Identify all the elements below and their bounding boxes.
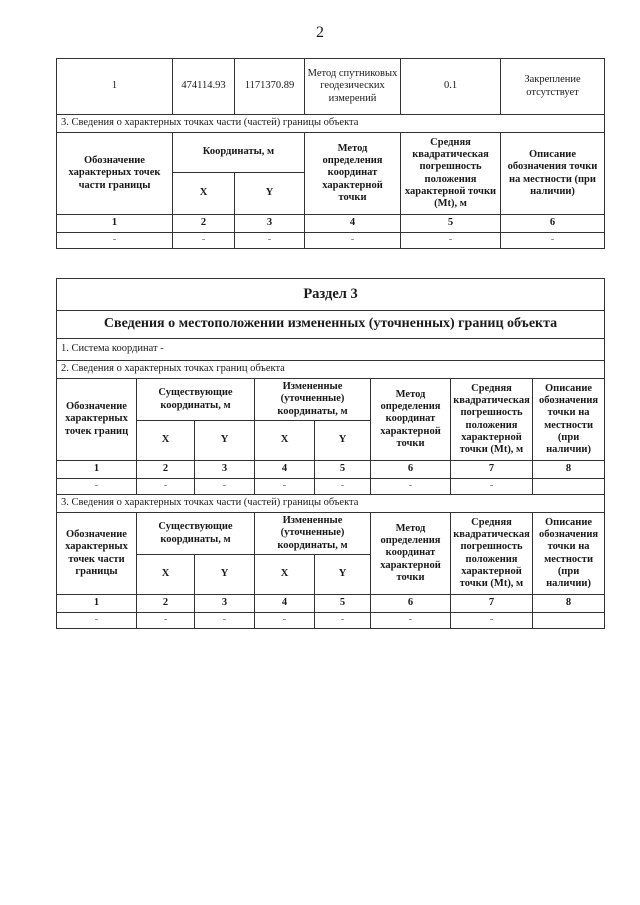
cell: 1 [57,215,173,233]
cell: - [315,613,371,629]
section3-table [56,278,605,629]
cell: Метод спутниковых геодезических измерений [305,59,401,115]
cell: - [137,479,195,495]
header-y: Y [315,421,371,461]
empty-row [57,613,605,629]
cell: - [501,233,605,249]
cell: 1171370.89 [235,59,305,115]
header-y: Y [235,173,305,215]
cell: 1 [57,595,137,613]
header-y: Y [195,421,255,461]
cell: 4 [305,215,401,233]
cell: 474114.93 [173,59,235,115]
cell: 7 [451,461,533,479]
header-existing-coords: Существующие координаты, м [137,379,255,421]
cell: 6 [371,595,451,613]
cell: 1 [57,59,173,115]
header-changed-coords: Измененные (уточненные) координаты, м [255,513,371,555]
table-row [57,59,605,115]
cell: 6 [501,215,605,233]
header-existing-coords: Существующие координаты, м [137,513,255,555]
cell: - [451,479,533,495]
cell: 8 [533,595,605,613]
part2-title: 2. Сведения о характерных точках границ объекта [57,361,605,379]
empty-row [57,479,605,495]
column-numbers-row [57,215,605,233]
page-number: 2 [316,24,324,41]
cell: Закрепление отсутствует [501,59,605,115]
header-error: Средняя квадратическая погрешность положения характерной точки (Mt), м [451,379,533,461]
header-x: X [255,421,315,461]
header-designation: Обозначение характерных точек границ [57,379,137,461]
cell [533,613,605,629]
cell: - [57,233,173,249]
cell: 5 [315,595,371,613]
section-subheading: Сведения о местоположении измененных (уточненных) границ объекта [57,311,605,339]
cell: - [195,613,255,629]
cell: 4 [255,595,315,613]
header-x: X [255,555,315,595]
points-table-continuation [56,58,605,249]
header-designation: Обозначение характерных точек части границы [57,133,173,215]
header-description: Описание обозначения точки на местности (при наличии) [533,379,605,461]
part3-title: 3. Сведения о характерных точках части (частей) границы объекта [57,495,605,513]
header-designation: Обозначение характерных точек части границы [57,513,137,595]
cell: - [57,613,137,629]
cell: - [137,613,195,629]
header-description: Описание обозначения точки на местности (при наличии) [501,133,605,215]
cell [533,479,605,495]
cell: 3 [195,595,255,613]
cell: - [255,613,315,629]
header-changed-coords: Измененные (уточненные) координаты, м [255,379,371,421]
header-y: Y [315,555,371,595]
cell: 5 [315,461,371,479]
cell: - [255,479,315,495]
cell: 1 [57,461,137,479]
cell: 2 [137,595,195,613]
cell: 8 [533,461,605,479]
header-description: Описание обозначения точки на местности (при наличии) [533,513,605,595]
header-error: Средняя квадратическая погрешность положения характерной точки (Mt), м [451,513,533,595]
cell: 0.1 [401,59,501,115]
cell: 2 [173,215,235,233]
cell: - [235,233,305,249]
header-error: Средняя квадратическая погрешность положения характерной точки (Mt), м [401,133,501,215]
cell: - [315,479,371,495]
header-method: Метод определения координат характерной точки [305,133,401,215]
cell: 7 [451,595,533,613]
coordinate-system: 1. Система координат - [57,339,605,361]
cell: - [305,233,401,249]
cell: - [173,233,235,249]
section-title: 3. Сведения о характерных точках части (частей) границы объекта [57,115,605,133]
cell: 3 [235,215,305,233]
cell: 4 [255,461,315,479]
cell: 3 [195,461,255,479]
column-numbers-row [57,595,605,613]
header-y: Y [195,555,255,595]
cell: 2 [137,461,195,479]
cell: - [371,613,451,629]
cell: - [195,479,255,495]
cell: - [371,479,451,495]
cell: - [451,613,533,629]
cell: - [57,479,137,495]
header-x: X [137,421,195,461]
cell: - [401,233,501,249]
column-numbers-row [57,461,605,479]
cell: 5 [401,215,501,233]
empty-row [57,233,605,249]
header-x: X [137,555,195,595]
header-coords: Координаты, м [173,133,305,173]
cell: 6 [371,461,451,479]
header-method: Метод определения координат характерной точки [371,513,451,595]
header-x: X [173,173,235,215]
section-heading: Раздел 3 [57,279,605,311]
header-method: Метод определения координат характерной точки [371,379,451,461]
